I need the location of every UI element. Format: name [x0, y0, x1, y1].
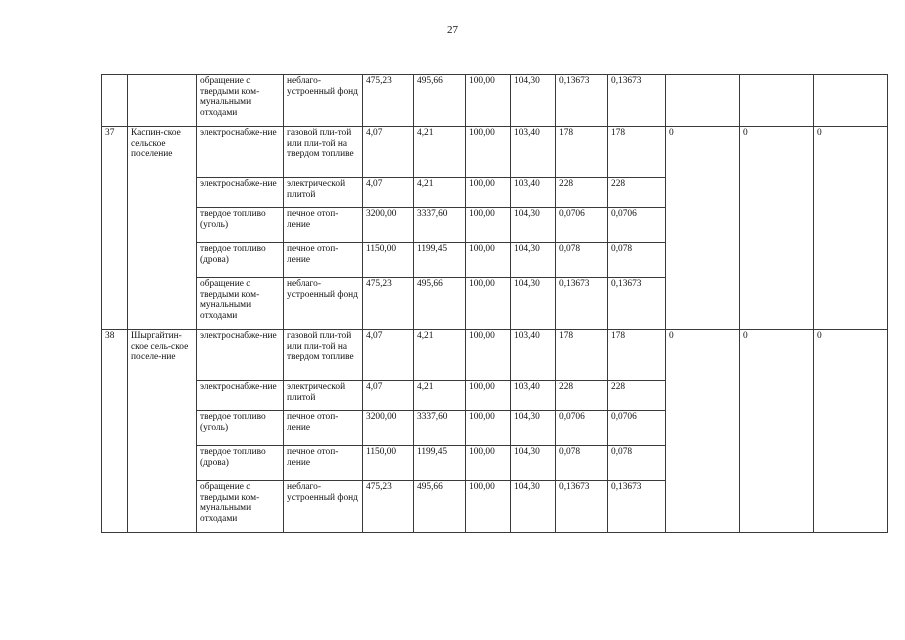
value-cell: 0,078 — [556, 446, 608, 481]
service-cell: обращение с твердыми ком-мунальными отходами — [197, 481, 284, 533]
settlement-cell — [128, 75, 197, 127]
service-cell: твердое топливо (дрова) — [197, 243, 284, 278]
value-cell: 0,0706 — [556, 208, 608, 243]
value-cell: 4,21 — [414, 330, 466, 381]
extra-cell — [740, 75, 814, 127]
value-cell: 100,00 — [466, 481, 511, 533]
value-cell: 475,23 — [363, 278, 414, 330]
value-cell: 495,66 — [414, 278, 466, 330]
value-cell: 228 — [608, 178, 666, 208]
value-cell: 0,13673 — [608, 481, 666, 533]
value-cell: 3200,00 — [363, 411, 414, 446]
settlement-cell: Каспин-ское сельское поселение — [128, 127, 197, 330]
service-cell: твердое топливо (дрова) — [197, 446, 284, 481]
value-cell: 100,00 — [466, 381, 511, 411]
settlement-cell: Шыргайтин-ское сель-ское поселе-ние — [128, 330, 197, 533]
value-cell: 4,07 — [363, 127, 414, 178]
housing-cell: печное отоп-ление — [284, 208, 363, 243]
page-number: 27 — [447, 24, 458, 36]
num-cell: 38 — [102, 330, 128, 533]
value-cell: 4,21 — [414, 381, 466, 411]
housing-cell: печное отоп-ление — [284, 411, 363, 446]
value-cell: 0,078 — [556, 243, 608, 278]
value-cell: 100,00 — [466, 243, 511, 278]
value-cell: 104,30 — [511, 446, 556, 481]
value-cell: 1150,00 — [363, 446, 414, 481]
value-cell: 495,66 — [414, 75, 466, 127]
value-cell: 475,23 — [363, 481, 414, 533]
value-cell: 100,00 — [466, 208, 511, 243]
housing-cell: неблаго-устроенный фонд — [284, 278, 363, 330]
service-cell: электроснабже-ние — [197, 330, 284, 381]
value-cell: 103,40 — [511, 127, 556, 178]
value-cell: 104,30 — [511, 243, 556, 278]
housing-cell: печное отоп-ление — [284, 243, 363, 278]
value-cell: 4,21 — [414, 127, 466, 178]
table-row — [102, 75, 888, 127]
extra-cell: 0 — [814, 127, 888, 330]
housing-cell: газовой пли-той или пли-той на твердом топливе — [284, 127, 363, 178]
value-cell: 178 — [556, 127, 608, 178]
service-cell: обращение с твердыми ком-мунальными отходами — [197, 278, 284, 330]
value-cell: 0,13673 — [556, 481, 608, 533]
service-cell: электроснабже-ние — [197, 381, 284, 411]
value-cell: 178 — [608, 127, 666, 178]
value-cell: 103,40 — [511, 330, 556, 381]
extra-cell: 0 — [666, 127, 740, 330]
value-cell: 100,00 — [466, 178, 511, 208]
value-cell: 100,00 — [466, 411, 511, 446]
extra-cell — [814, 75, 888, 127]
value-cell: 4,07 — [363, 330, 414, 381]
value-cell: 104,30 — [511, 278, 556, 330]
value-cell: 3337,60 — [414, 411, 466, 446]
value-cell: 4,07 — [363, 178, 414, 208]
value-cell: 100,00 — [466, 127, 511, 178]
value-cell: 104,30 — [511, 75, 556, 127]
value-cell: 1150,00 — [363, 243, 414, 278]
extra-cell: 0 — [814, 330, 888, 533]
housing-cell: неблаго-устроенный фонд — [284, 481, 363, 533]
value-cell: 100,00 — [466, 330, 511, 381]
value-cell: 100,00 — [466, 75, 511, 127]
value-cell: 178 — [608, 330, 666, 381]
value-cell: 228 — [608, 381, 666, 411]
value-cell: 228 — [556, 178, 608, 208]
value-cell: 104,30 — [511, 481, 556, 533]
value-cell: 4,21 — [414, 178, 466, 208]
value-cell: 0,13673 — [608, 278, 666, 330]
value-cell: 3337,60 — [414, 208, 466, 243]
service-cell: твердое топливо (уголь) — [197, 411, 284, 446]
value-cell: 495,66 — [414, 481, 466, 533]
value-cell: 228 — [556, 381, 608, 411]
value-cell: 104,30 — [511, 208, 556, 243]
num-cell — [102, 75, 128, 127]
service-cell: электроснабже-ние — [197, 178, 284, 208]
table-row — [102, 127, 888, 178]
value-cell: 0,078 — [608, 446, 666, 481]
extra-cell — [666, 75, 740, 127]
value-cell: 103,40 — [511, 178, 556, 208]
value-cell: 103,40 — [511, 381, 556, 411]
value-cell: 0,0706 — [556, 411, 608, 446]
tariff-table — [101, 74, 888, 533]
value-cell: 100,00 — [466, 446, 511, 481]
extra-cell: 0 — [740, 330, 814, 533]
value-cell: 0,13673 — [556, 75, 608, 127]
num-cell: 37 — [102, 127, 128, 330]
housing-cell: электрической плитой — [284, 381, 363, 411]
value-cell: 3200,00 — [363, 208, 414, 243]
value-cell: 1199,45 — [414, 446, 466, 481]
value-cell: 1199,45 — [414, 243, 466, 278]
housing-cell: электрической плитой — [284, 178, 363, 208]
extra-cell: 0 — [740, 127, 814, 330]
service-cell: твердое топливо (уголь) — [197, 208, 284, 243]
service-cell: обращение с твердыми ком-мунальными отходами — [197, 75, 284, 127]
housing-cell: неблаго-устроенный фонд — [284, 75, 363, 127]
housing-cell: печное отоп-ление — [284, 446, 363, 481]
value-cell: 0,0706 — [608, 208, 666, 243]
value-cell: 0,0706 — [608, 411, 666, 446]
value-cell: 0,13673 — [608, 75, 666, 127]
service-cell: электроснабже-ние — [197, 127, 284, 178]
extra-cell: 0 — [666, 330, 740, 533]
housing-cell: газовой пли-той или пли-той на твердом топливе — [284, 330, 363, 381]
value-cell: 0,078 — [608, 243, 666, 278]
table-row — [102, 330, 888, 381]
value-cell: 475,23 — [363, 75, 414, 127]
value-cell: 104,30 — [511, 411, 556, 446]
value-cell: 100,00 — [466, 278, 511, 330]
value-cell: 178 — [556, 330, 608, 381]
value-cell: 4,07 — [363, 381, 414, 411]
value-cell: 0,13673 — [556, 278, 608, 330]
